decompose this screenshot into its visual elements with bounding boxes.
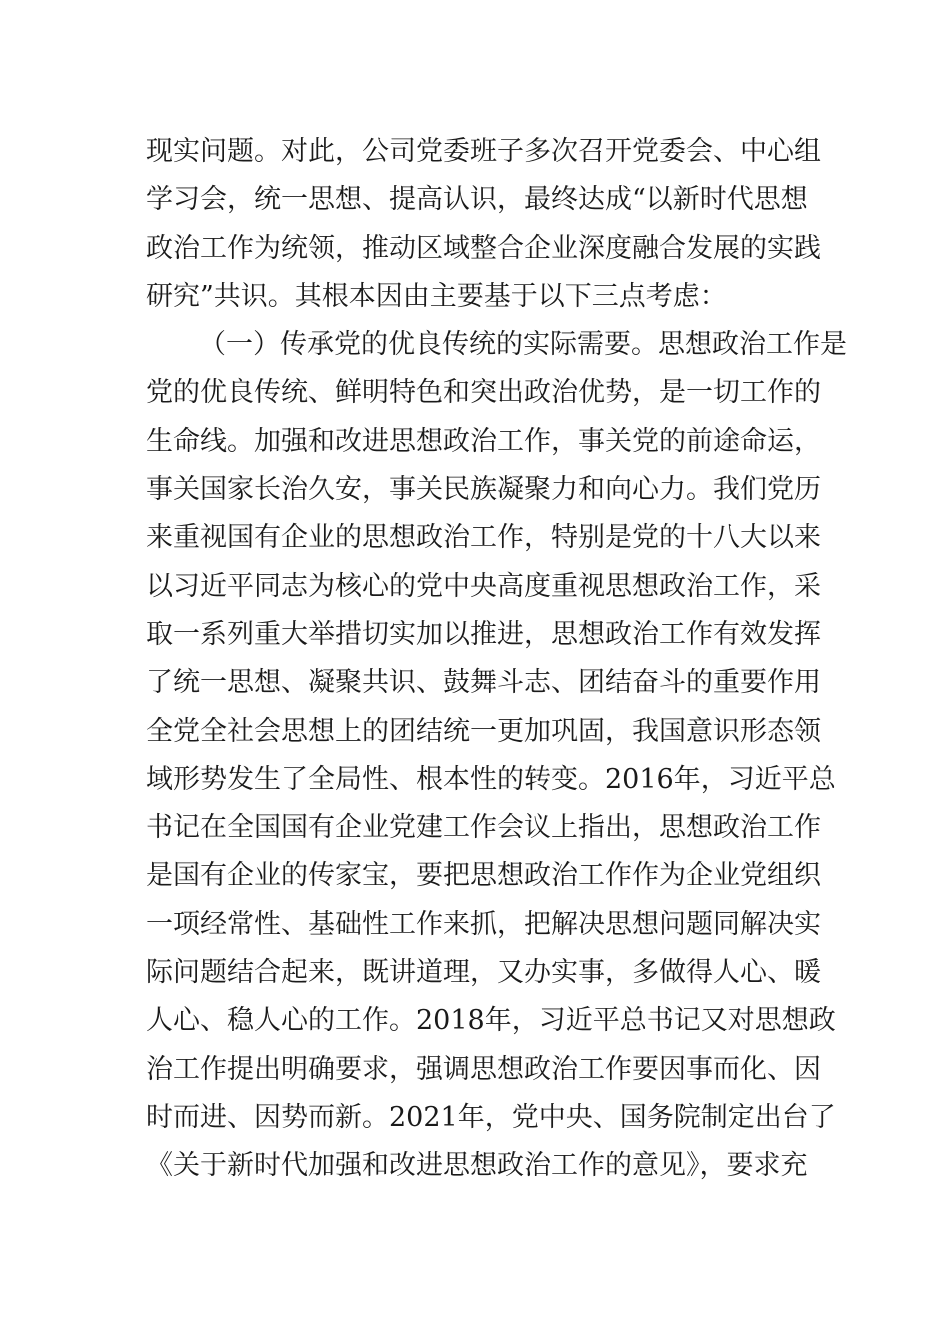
text-line: 以习近平同志为核心的党中央高度重视思想政治工作，采 [146,570,821,602]
text-line: 研究”共识。其根本因由主要基于以下三点考虑： [146,280,727,312]
text-line: 学习会，统一思想、提高认识，最终达成“以新时代思想 [146,184,808,216]
text-line: 取一系列重大举措切实加以推进，思想政治工作有效发挥 [146,618,821,650]
text-line: 全党全社会思想上的团结统一更加巩固，我国意识形态领 [146,715,821,747]
text-line: 治工作提出明确要求，强调思想政治工作要因事而化、因 [146,1053,821,1085]
text-line: 现实问题。对此，公司党委班子多次召开党委会、中心组 [146,136,821,167]
text-line: 域形势发生了全局性、根本性的转变。2016年，习近平总 [146,763,836,795]
text-line: 政治工作为统领，推动区域整合企业深度融合发展的实践 [146,232,821,264]
text-line: 是国有企业的传家宝，要把思想政治工作作为企业党组织 [146,860,821,892]
text-line: 人心、稳人心的工作。2018年，习近平总书记又对思想政 [146,1005,836,1037]
body-text [146,128,847,1191]
text-line: 党的优良传统、鲜明特色和突出政治优势，是一切工作的 [146,377,821,409]
text-line: 了统一思想、凝聚共识、鼓舞斗志、团结奋斗的重要作用 [146,667,821,699]
text-line: 来重视国有企业的思想政治工作，特别是党的十八大以来 [146,522,821,554]
text-line: 书记在全国国有企业党建工作会议上指出，思想政治工作 [146,812,821,844]
text-line: 《关于新时代加强和改进思想政治工作的意见》，要求充 [146,1150,808,1182]
text-line: 生命线。加强和改进思想政治工作，事关党的前途命运， [146,425,821,457]
text-line: 际问题结合起来，既讲道理，又办实事，多做得人心、暖 [146,957,821,989]
text-line: 事关国家长治久安，事关民族凝聚力和向心力。我们党历 [146,474,821,506]
section-heading-line: （一）传承党的优良传统的实际需要。思想政治工作是 [199,329,847,361]
text-line: 一项经常性、基础性工作来抓，把解决思想问题同解决实 [146,908,821,940]
text-line: 时而进、因势而新。2021年，党中央、国务院制定出台了 [146,1101,836,1133]
